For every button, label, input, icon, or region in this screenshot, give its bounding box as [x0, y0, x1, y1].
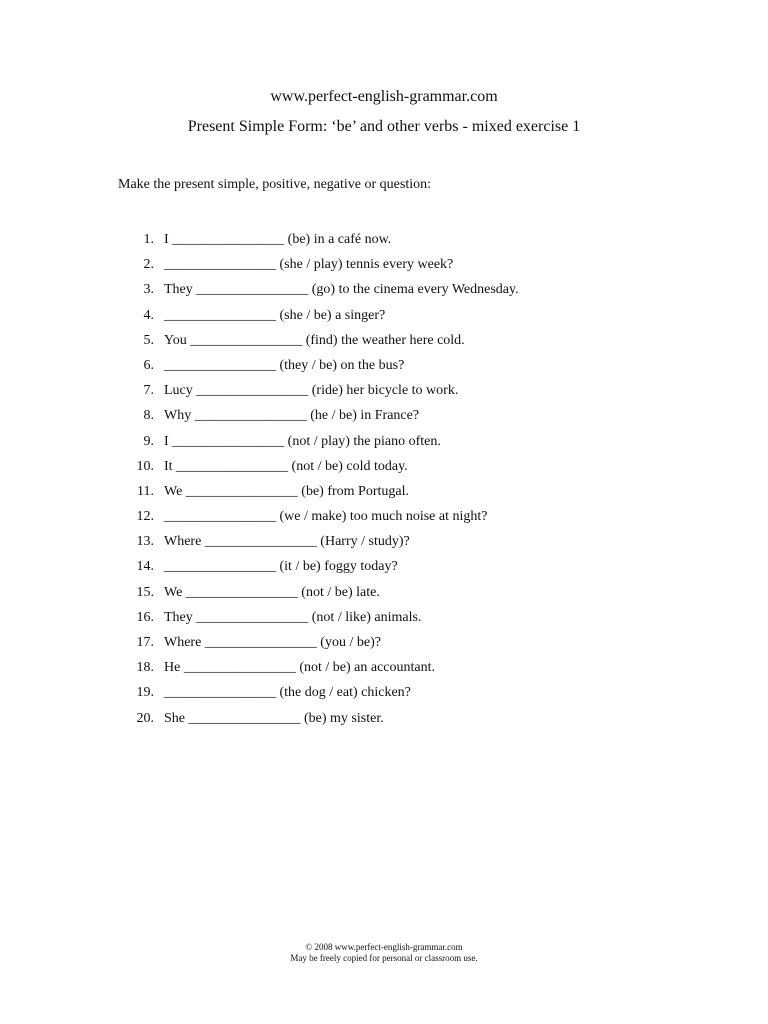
exercise-item	[120, 252, 519, 277]
exercise-sentence: He ________________ (not / be) an accountant.	[164, 660, 435, 676]
exercise-sentence: ________________ (it / be) foggy today?	[164, 559, 398, 575]
exercise-item	[120, 580, 519, 605]
exercise-number: 2.	[143, 257, 154, 273]
exercise-number: 9.	[143, 433, 154, 449]
exercise-number: 10.	[136, 458, 154, 474]
exercise-item	[120, 680, 519, 705]
exercise-item	[120, 403, 519, 428]
exercise-sentence: ________________ (the dog / eat) chicken?	[164, 685, 411, 701]
exercise-item	[120, 479, 519, 504]
exercise-item	[120, 429, 519, 454]
exercise-sentence: ________________ (she / play) tennis every week?	[164, 257, 454, 273]
exercise-item	[120, 277, 519, 302]
exercise-number: 13.	[136, 534, 154, 550]
usage-note: May be freely copied for personal or classroom use.	[290, 953, 478, 963]
exercise-item	[120, 630, 519, 655]
exercise-item	[120, 655, 519, 680]
exercise-number: 20.	[136, 710, 154, 726]
exercise-sentence: We ________________ (not / be) late.	[164, 584, 380, 600]
exercise-number: 14.	[136, 559, 154, 575]
exercise-sentence: They ________________ (go) to the cinema every Wednesday.	[164, 282, 519, 298]
exercise-list	[120, 227, 519, 731]
exercise-sentence: We ________________ (be) from Portugal.	[164, 483, 409, 499]
exercise-sentence: They ________________ (not / like) animals.	[164, 609, 422, 625]
exercise-sentence: ________________ (she / be) a singer?	[164, 307, 386, 323]
exercise-item	[120, 504, 519, 529]
exercise-number: 12.	[136, 509, 154, 525]
exercise-sentence: Why ________________ (he / be) in France?	[164, 408, 420, 424]
exercise-number: 19.	[136, 685, 154, 701]
exercise-item	[120, 706, 519, 731]
exercise-item	[120, 554, 519, 579]
exercise-item	[120, 378, 519, 403]
exercise-sentence: ________________ (they / be) on the bus?	[164, 357, 405, 373]
exercise-sentence: I ________________ (not / play) the piano often.	[164, 433, 441, 449]
exercise-number: 17.	[136, 635, 154, 650]
exercise-sentence: I ________________ (be) in a café now.	[164, 232, 392, 247]
site-url-heading: www.perfect-english-grammar.com	[270, 88, 498, 105]
exercise-sentence: Where ________________ (you / be)?	[164, 635, 381, 650]
exercise-number: 16.	[136, 609, 154, 625]
exercise-sentence: You ________________ (find) the weather here cold.	[164, 332, 465, 348]
exercise-number: 18.	[136, 660, 154, 676]
worksheet-title: Present Simple Form: ‘be’ and other verbs - mixed exercise 1	[187, 118, 581, 135]
exercise-item	[120, 303, 519, 328]
exercise-number: 1.	[143, 232, 154, 247]
exercise-sentence: She ________________ (be) my sister.	[164, 710, 384, 726]
exercise-number: 11.	[137, 483, 154, 499]
exercise-number: 8.	[143, 408, 154, 424]
exercise-number: 3.	[143, 282, 154, 298]
exercise-sentence: Lucy ________________ (ride) her bicycle to work.	[164, 383, 459, 399]
exercise-item	[120, 454, 519, 479]
instruction-text: Make the present simple, positive, negative or question:	[118, 177, 431, 192]
exercise-number: 4.	[143, 307, 154, 323]
exercise-item	[120, 605, 519, 630]
exercise-item	[120, 328, 519, 353]
copyright-notice: © 2008 www.perfect-english-grammar.com	[305, 942, 463, 952]
exercise-item	[120, 353, 519, 378]
exercise-number: 5.	[143, 332, 154, 348]
exercise-item	[120, 529, 519, 554]
exercise-number: 15.	[136, 584, 154, 600]
exercise-sentence: Where ________________ (Harry / study)?	[164, 534, 410, 550]
exercise-item	[120, 227, 519, 252]
exercise-number: 7.	[143, 383, 154, 399]
exercise-sentence: ________________ (we / make) too much noise at night?	[164, 509, 488, 525]
page-footer	[0, 942, 768, 964]
exercise-sentence: It ________________ (not / be) cold today.	[164, 458, 408, 474]
exercise-number: 6.	[143, 357, 154, 373]
